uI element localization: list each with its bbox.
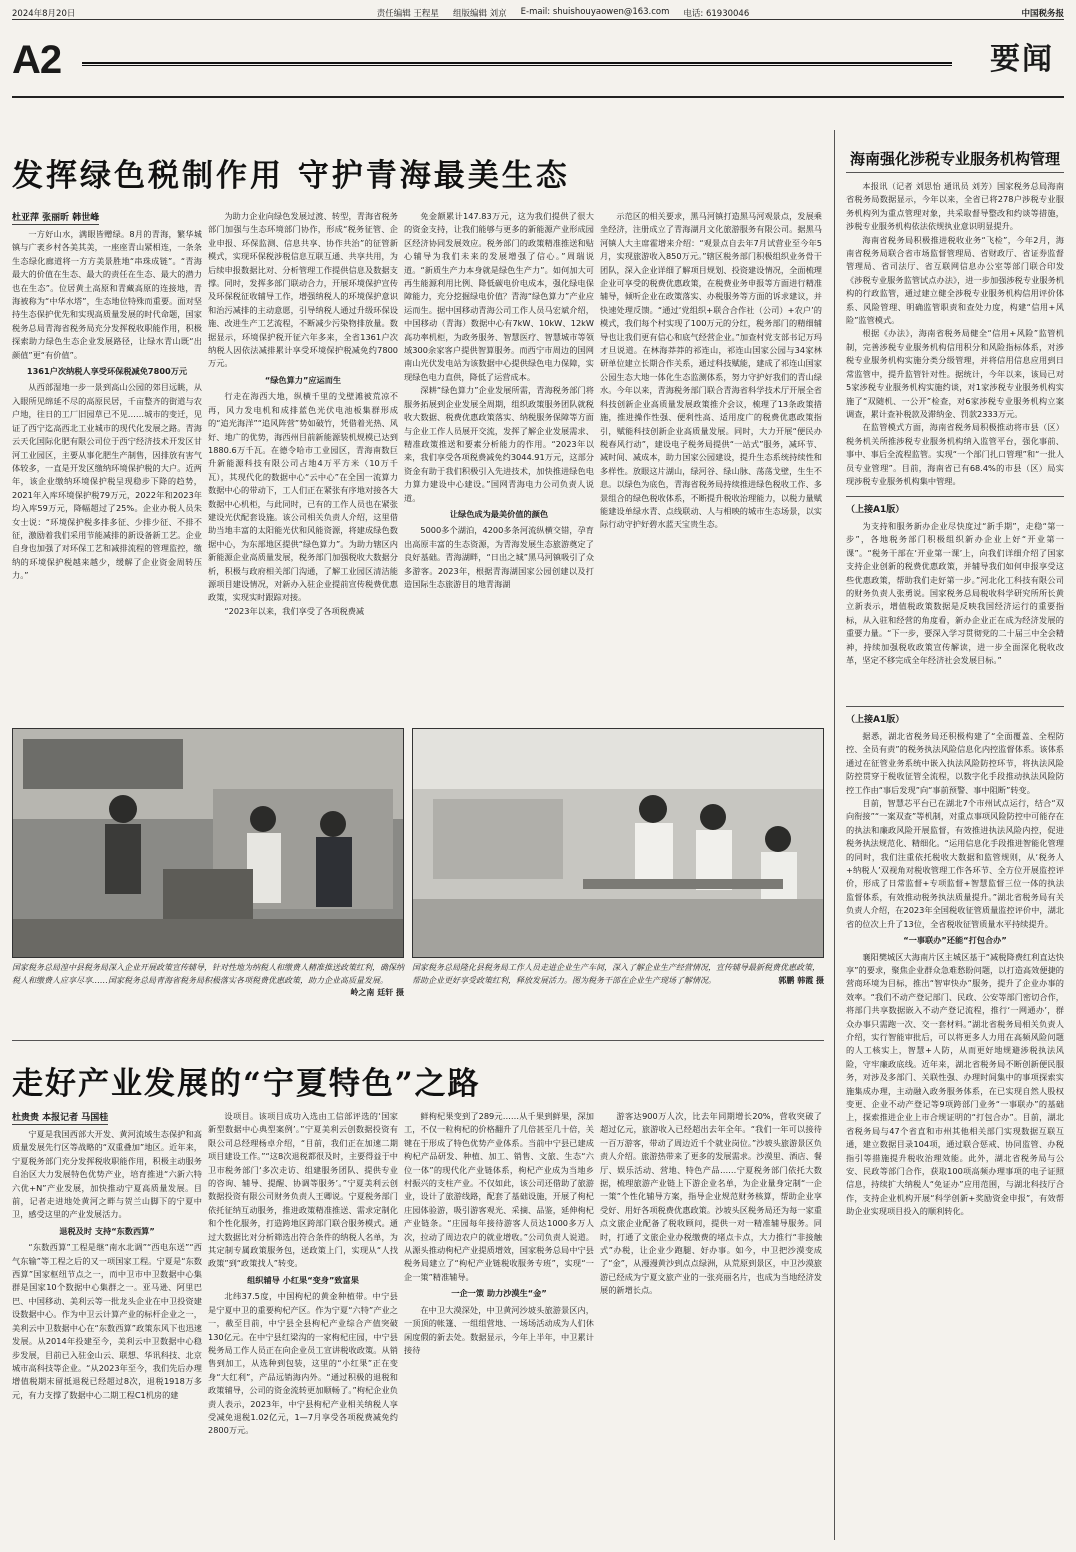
sidebar-paragraph: 襄阳樊城区大海南片区主城区基于“减税降费红利直达快享”的要求，聚焦企业群众急难愁盼问题，以打造高效便捷的营商环境为目标，推出“智审快办”服务，提升了企业办事的效率。“我们不动产登记部门、民政、公安等部门密切合作，将部门共享数据嵌入不动产登记流程，推行‘一网通办’，群众办事只需跑一次、交一套材料。”湖北省税务局相关负责人介绍，实行智能审批后，可以将更多人力用在高频风险问题的人工核实上，智慧+人防，从而更好地规避涉税执法风险，守牢廉政底线。近年来，湖北省税务局不断创新便民服务，对涉及多部门、关联性强、办理时间集中的事项探索实施集成办理，主动融入政务服务体系，在已实现自然人股权变更、企业不动产登记等9项跨部门业务“一事联办”的基础上，探索推进企业上市合规证明的“打包合办”。目前，湖北省税务局与47个省直和市州其他相关部门实现数据互联互通，建立数据目录104项，通过联合惩戒、协同监管、办税指引等措施提升税收治理效能。此外，湖北省税务局与公安、民政等部门合作，获取100项高频办理事项的电子证照信息，持续扩大纳税人“免证办”应用范围，与湖北科技厅合作，支持企业机构开展“科学创新+奖励资金申报”，有效帮助企业实现项目投入的顺利转化。 [846, 951, 1064, 1217]
sidebar-paragraph: 为支持和服务新办企业尽快度过“新手期”，走稳“第一步”，各地税务部门积极组织新办企业上好“开业第一课”。“税务干部在‘开业第一课’上，向我们详细介绍了国家支持企业创新的税费优惠政策，并辅导我们如何申报享受这些优惠政策，帮助我们走好第一步。”河北化工科技有限公司的财务负责人张勇说。国家税务总局税收科学研究所所长黄立新表示，增值税政策数据是反映我国经济运行的重要指标，从入驻和经营的角度看，新办企业正在成为经济发展的重要力量。“下一步，要深入学习贯彻党的二十届三中全会精神，持续加强税收政策宣传解读，进一步全面深化税收改革，坚定不移完成全年经济社会发展目标。” [846, 521, 1064, 666]
article1-paragraph: 行走在海西大地，纵横千里的戈壁滩被荒凉不再，风力发电机和成排蓝色光伏电池板集群形成的“追光海洋”“追风阵营”势如破竹，凭借着光热、风好、地广的优势，海西州目前新能源装机规模已达到1880.6万千瓦。在德令哈市工业园区，青海南数巨升新能源科技有限公司占地4万平方米（10万千瓦），其现代化的数据中心“云中心”在全国一流算力数据中心的带动下，工人们正在紧张有序地对接各大数据中心机柜，与此同时，已有的工作人员也在紧张建设光伏配套设施。该公司相关负责人介绍，这里借助当地丰富的太阳能光伏和风能资源，将建成绿色数据中心，为东部地区提供“绿色算力”。为助力辖区内新能源企业高质量发展，税务部门加强税收大数据分析，积极与政府相关部门沟通，了解工业园区清洁能源项目建设情况，对新办入驻企业提前宣传税费优惠政策，实现实时跟踪对接。 [208, 391, 398, 603]
sidebar-paragraph: 海南省税务局积极推进税收业务“飞检”，今年2月，海南省税务局联合省市场监督管理局、省财政厅、省证券监督管理局、省司法厅、省互联网信息办公室等部门联合印发《涉税专业服务监管试点办法》，进一步加强涉税专业服务机构的行政监管，通过建立健全涉税专业服务机构信用评价体系、风险管理、明确监管职责和查处力度，构建“信用+风险”监管模式。 [846, 234, 1064, 326]
article2-paragraph: 宁夏是我国西部大开发、黄河流域生态保护和高质量发展先行区等战略的“双重叠加”地区。近年来，宁夏税务部门充分发挥税收职能作用，积极主动服务自治区大力发展特色优势产业，培育推进“六新六特六优+N”产业发展，加快推动宁夏高质量发展。目前，记者走进地处黄河之畔与贺兰山脚下的宁夏中卫，感受这里的产业发展活力。 [12, 1129, 202, 1220]
article2-headline[interactable]: 走好产业发展的“宁夏特色”之路 [12, 1066, 481, 1102]
masthead-divider [12, 96, 1064, 98]
article2-subheading: 组织辅导 小红果“变身”致富果 [247, 1274, 359, 1285]
sidebar-divider [834, 130, 835, 1540]
photo1-caption [12, 962, 404, 1010]
paper-name: 中国税务报 [1021, 8, 1064, 19]
email-link[interactable]: E-mail: shuishouyaowen@163.com [520, 6, 670, 17]
article1-paragraph: 一方好山水，满眼皆赠绿。8月的青海，繁华城镇与广袤乡村各美其美，一座座青山紧相连，一条条生态绿化廊道将一方方美景胜地“串珠成链”。“青海最大的价值在生态、最大的责任在生态、最大的潜力也在生态”。位居黄土高原和青藏高原的连接地，青海被称为“中华水塔”，生态地位特殊而重要。面对坚持生态保护优先和实现高质量发展的时代命题，国家税务总局青海省税务局充分发挥税收职能作用，积极探索助力绿色生态企业发展路径，让绿水青山既“出颜值”更“有价值”。 [12, 229, 202, 360]
photo-image [13, 729, 403, 957]
sidebar-title-rule [846, 172, 1064, 173]
article1-headline[interactable]: 发挥绿色税制作用 守护青海最美生态 [12, 158, 570, 194]
article1-column-4 [600, 210, 822, 718]
photo-tax-officers-village[interactable] [12, 728, 404, 958]
sidebar-article-1 [846, 180, 1064, 490]
article2-paragraph: 游客达900万人次，比去年同期增长20%，营收突破了超过亿元，旅游收入已经超出去年全年。“我们一年可以接待一百万游客，带动了周边近千个就业岗位。”沙坡头旅游景区负责人介绍。旅游热带来了更多的发展需求。沙漠里、酒店、餐厅、娱乐活动、营地、特色产品……宁夏税务部门依托大数据，梳理旅游产业链上下游企业名单，为企业量身定制“一企一策”个性化辅导方案，指导企业规范财务核算，帮助企业享受好、用好各项税费优惠政策。沙坡头区税务局还为每一家重点文旅企业配备了税收顾问，提供一对一精准辅导服务。同时，打通了文旅企业办税缴费的堵点卡点，大力推行“非接触式”办税，让企业少跑腿、好办事。如今，中卫把沙漠变成了“金”，从漫漫黄沙到点点绿洲，从荒原到景区，中卫沙漠旅游已经成为宁夏文旅产业的一张亮丽名片，也成为当地经济发展的新增长点。 [600, 1111, 822, 1296]
photo1-caption-text: 国家税务总局湟中县税务局深入企业开展政策宣传辅导，针对性地为纳税人和缴费人精准推送政策红利，确保纳税人和缴费人应享尽享……国家税务总局青海省税务局积极落实各项税费优惠政策，助力企业高质量发展。 [12, 963, 404, 985]
article1-column-3 [404, 210, 594, 718]
article2-paragraph: 设项目。该项目成功入选由工信部评选的‘国家新型数据中心典型案例’。”宁夏美利云创数据投资有限公司总经理杨卓介绍，“目前，我们正在加速二期项目建设工作。”“这8次退税都很及时，主要得益于中卫市税务部门‘多次走访、组建服务团队、提供专业的咨询、辅导、提醒、协调等服务’。”宁夏美利云创数据投资有限公司财务负责人王卿说。宁夏税务部门依托征纳互动服务，推进政策精准推送、需求定制化和个性化服务，打造跨地区跨部门联合服务模式。通过大数据比对分析筛选出符合条件的纳税人名单，为其定制专属政策服务包，送政策上门，实现从“人找政策”到“政策找人”转变。 [208, 1111, 398, 1269]
article2-paragraph: 在中卫大漠深处，中卫黄河沙坡头旅游景区内，一顶顶的帐篷、一组组营地、一场场活动成为人们休闲度假的新去处。数据显示，今年上半年，中卫累计接待 [404, 1304, 594, 1355]
photo2-credit: 郭鹏 韩霞 摄 [778, 975, 824, 985]
sidebar-subheading: “一事联办”还能“打包合办” [903, 935, 1007, 946]
editor-info [142, 7, 984, 19]
phone-number: 电话: 61930046 [683, 8, 750, 19]
article1-paragraph: 示范区的相关要求，黑马河镇打造黑马河观景点，发展乘坐经济，注册成立了青海湖月文化旅游服务有限公司。据黑马河镇人大主席霍增来介绍：“观景点自去年7月试营业至今年5月，实现旅游收入850万元。”辖区税务部门积极组织业务骨干团队，深入企业详细了解项目规划、投资建设情况，全面梳理企业可享受的税费优惠政策，在税费业务申报等方面进行精准辅导，倾听企业在政策落实、办税服务等方面的诉求建议，并快速处理反馈。“通过‘党组织+联合合作社（公司）+农户’的模式，我们每个村实现了100万元的分红，税务部门的精细辅导也让我们更有信心和底气经营企业。”加查村党支部书记万玛才旦说道。在林海莽莽的祁连山，祁连山国家公园与34家林研单位建立长期合作关系，通过科技赋能，建成了祁连山国家公园生态大地一体化生态监测体系，努力守护好我们的青山绿水。今年以来，青海税务部门联合青海省科学技术厅开展全省科技创新企业高质量发展政策推介会议，梳理了13条政策措施，推进操作性强、便利性高、适用度广的税费优惠政策指引，赋能科技创新企业高质量发展。同时，大力开展“便民办税春风行动”，建设电子税务局提供“一站式”服务，减环节、减时间、减成本，助力国家公园建设，提升生态系统持续性和多样性。放眼这片湖山，绿河谷、绿山脉、荡荡戈壁，生生不息。以绿色为底色，青海省税务局持续推进绿色税收工作、多景组合的绿色税收体系，不断提升税收治理能力，以税力量赋能建设单绿水青、点线联动、人与相映的城市生态场景，以实际行动守护好碧水蓝天宝贵生态。 [600, 211, 822, 530]
photo2-caption [412, 962, 824, 1010]
photo-image [413, 729, 823, 957]
sidebar-paragraph: 本报讯（记者 刘思怡 通讯员 刘芳）国家税务总局海南省税务局数据显示，今年以来，全省已将278户涉税专业服务机构列为重点管理对象，共采取督导整改和约谈等措施，涉税专业服务机构依法依规执业意识明显提升。 [846, 181, 1064, 232]
sidebar-article-2 [846, 520, 1064, 700]
article1-column-2 [208, 210, 398, 718]
article2-byline: 杜贵贵 本报记者 马国桂 [12, 1110, 108, 1125]
article2-paragraph: 鲜枸杞果变到了289元……从千果到鲜果，深加工，不仅一粒枸杞的价格翻升了几倍甚至几十倍，关键在于形成了特色优势产业体系。当前中宁县已建成枸杞产品研发、种植、加工、销售、文旅、生态“六位一体”的现代化产业链体系，枸杞产业成为当地乡村振兴的支柱产业。不仅如此，该公司还借助了旅游业，设计了旅游线路，配套了基础设施，开展了枸杞庄园体验游，吸引游客观光、采摘、品鉴，延伸枸杞产业链条。“庄园每年接待游客人员达1000多万人次，拉动了周边农户的就业增收。”公司负责人说道。从源头推动枸杞产业提质增效，国家税务总局中宁县税务局建立了“枸杞产业链税收服务专班”，实现“一企一策”精准辅导。 [404, 1111, 594, 1282]
masthead [12, 28, 1064, 98]
article2-subheading: 一企一策 助力沙漠生“金” [451, 1288, 547, 1299]
continued-label: （上接A1版） [846, 715, 905, 725]
article1-paragraph: 从西部湿地一步一景到高山公园的郊目远眺，从入眼所见绵延不尽的高原民居，千亩整齐的街道与农户地，往日的工厂旧园草已不见……城市的变迁，见证了西宁迄高西北工业城市的现代化发展之路。青海云天化国际化肥有限公司位于西宁经济技术开发区甘河工业园区，主要从事化肥生产制售，因排放有害气体较多，一直是开发区缴纳环境保护税的大户。近两年，该企业缴纳环境保护税呈现稳步下降的趋势，2021年入库环境保护税79万元，2022年和2023年均入库59万元，降幅超过了25%。企业办税人员朱女士说：“环境保护税多排多征、少排少征、不排不征，激励着我们采用节能减排的新设备新工艺。企业自身也加强了对环保工艺和减排流程的管理监控，缴纳的环境保护税越来越少，缓解了企业资金周转压力。” [12, 382, 202, 581]
article1-paragraph: 5000多个湖泊，4200多条河流纵横交错，孕育出高原丰富的生态资源，为青海发展生态旅游奠定了良好基础。青海湖畔，“日出之城”黑马河镇吸引了众多游客。2023年，根据青海湖国家公园创建以及打造国际生态旅游目的地青海湖 [404, 525, 594, 589]
sidebar-paragraph: 据悉，湖北省税务局还积极构建了“全面覆盖、全程防控、全员有责”的税务执法风险信息化内控监督体系。该体系通过在征管业务系统中嵌入执法风险防控环节，将执法风险防控贯穿于税收征管全流程，以数字化手段推动执法风险防控工作由“事后发现”向“事前预警、事中阻断”转变。 [846, 731, 1064, 795]
article1-byline: 杜亚萍 张丽昕 韩世峰 [12, 210, 99, 225]
article2-paragraph: “东数西算”工程是继“南水北调”“西电东送”“西气东输”等工程之后的又一项国家工程。宁夏是“东数西算”国家枢纽节点之一，而中卫市中卫数据中心集群是国家10个数据中心集群之一。亚马逊、阿里巴巴、中国移动、美利云等一批龙头企业在中卫投资建设数据中心。作为中卫云计算产业的标杆企业之一，美利云中卫数据中心在“东数西算”政策东风下也迅速发展。从2014年投建至今，美利云中卫数据中心稳步发展，目前已入驻金山云、联想、华讯科技、北京城市高科技等企业。“从2023年至今，我们先后办理增值税期末留抵退税已经超过8次，退税1918万多元，有力支撑了数据中心二期工程C1机房的建 [12, 1242, 202, 1400]
sidebar-section-rule [846, 496, 1064, 497]
article-divider [12, 1040, 824, 1041]
article2-column-3 [404, 1110, 594, 1540]
editor-name: 责任编辑 王程星 [376, 8, 439, 19]
issue-date: 2024年8月20日 [12, 8, 76, 19]
page-header-strip [12, 6, 1064, 20]
layout-editor: 组版编辑 刘京 [452, 8, 507, 19]
photo2-caption-text: 国家税务总局隆化县税务局工作人员走进企业生产车间，深入了解企业生产经营情况，宣传辅导最新税费优惠政策，帮助企业更好享受政策红利，释放发展活力。图为税务干部在企业生产现场了解情况。 [412, 963, 820, 985]
sidebar-section-rule [846, 706, 1064, 707]
article1-paragraph: “2023年以来，我们享受了各项税费减 [224, 605, 365, 616]
sidebar-paragraph: 目前，智慧芯平台已在湖北7个市州试点运行，结合“双向衔接”“一案双查”等机制，对重点事项风险防控中可能存在的执法和廉政风险开展监督，有效推进执法风险内控，促进税务执法规范化、精细化。“运用信息化手段推进智能化管理的同时，我们注重依托税收大数据和监管规则，从‘税务人+纳税人’双视角对税收管理工作各环节、全方位开展监控评价，形成了日常监督+专项监督+智慧监督三位一体的执法监督体系，有效推动税务执法质量提升。”湖北省税务局有关负责人介绍，在2023年全国税收征管质量监控评价中，湖北省的位次上升了13位，全省税收征管质量水平持续提升。 [846, 798, 1064, 929]
photo1-credit: 岭之南 廷轩 摄 [350, 988, 404, 997]
article1-subheading: 让绿色成为最美价值的颜色 [449, 508, 549, 519]
article1-paragraph: 深耕“绿色算力”企业发展所需，青海税务部门将服务拓展到企业发展全周期，组织政策服务团队就税收大数据、税费优惠政策落实、纳税服务保障等方面与企业工作人员展开交流，发挥了解企业发展需求、精准政策推送和要素分析能力的作用。“2023年以来，我们享受各项税费减免约3044.91万元，这部分资金有助于我们积极引入先进技术，加快推进绿色电力算力建设中心建设。”国网青海电力公司负责人说道。 [404, 385, 594, 503]
article2-column-1 [12, 1128, 202, 1540]
sidebar-headline[interactable]: 海南强化涉税专业服务机构管理 [850, 150, 1061, 168]
masthead-rule [82, 62, 952, 66]
article1-paragraph: 免金额累计147.83万元，这为我们提供了很大的资金支持，让我们能够与更多的新能源产业形成园区经济协同发展效应。税务部门的政策精准推送和贴心辅导为我们未来的发展增强了信心。”周瑞说道。“新质生产力本身就是绿色生产力”。如何加大可再生能源利用比例、降低碳电价电成本，强化绿电保障能力，充分挖掘绿电价值？青海“绿色算力”产业应运而生。据中国移动青海公司工作人员马宏斌介绍，中国移动（青海）数据中心有7kW、10kW、12kW高功率机柜，为政务服务、智慧医疗、智慧城市等领域300余家客户提供智算服务。而西宁市周边的国网南山光伏发电站为该数据中心提供绿色电力保障，实现绿色电力直供，降低了运营成本。 [404, 211, 594, 382]
article2-paragraph: 北纬37.5度，中国枸杞的黄金种植带。中宁县是宁夏中卫的重要枸杞产区。作为宁夏“六特”产业之一，截至目前，中宁县全县枸杞产业综合产值突破130亿元。在中宁县红梁沟的一家枸杞庄园，中宁县税务局工作人员正在向企业员工宣讲税收政策。从销售到加工，从选种到包装，这里的“小红果”正在变身“大红利”，产品远销海内外。“通过积极的退税和政策辅导，公司的资金流转更加顺畅了。”枸杞企业负责人表示，2023年，中宁县枸杞产业相关纳税人享受减免退税1.02亿元，1—7月享受各项税费减免约2800万元。 [208, 1291, 398, 1436]
section-title: 要闻 [990, 42, 1054, 77]
article1-column-1 [12, 228, 202, 718]
article2-column-2 [208, 1110, 398, 1540]
photo-tax-officers-workshop[interactable] [412, 728, 824, 958]
sidebar-paragraph: 在监管模式方面，海南省税务局积极推动将市县（区）税务机关所推涉税专业服务机构纳入监管平台，强化事前、事中、事后全流程监管。实现“一个部门扎口管理”和“一批人员专业管理”。目前，海南省已有68.4%的市县（区）局实现涉税专业服务机构集中管理。 [846, 422, 1064, 486]
continued-label: （上接A1版） [846, 505, 905, 515]
sidebar-paragraph: 根据《办法》，海南省税务局健全“信用+风险”监管机制，完善涉税专业服务机构信用积分和风险指标体系，对涉税专业服务机构实施分类分级管理，并将信用信息应用到日常监管中，提升监管针对性。据统计，今年以来，该局已对5家涉税专业服务机构实施约谈，对1家涉税专业服务机构实施了“双随机、一公开”检查，对6家涉税专业服务机构立案调查，累计查补税款及滞纳金、罚款2333万元。 [846, 328, 1064, 419]
article1-subheading: “绿色算力”应运而生 [264, 374, 342, 385]
sidebar-article-3 [846, 730, 1064, 1540]
article2-subheading: 退税及时 支持“东数西算” [59, 1225, 155, 1236]
article1-subheading: 1361户次纳税人享受环保税减免7800万元 [26, 366, 188, 377]
page-number: A2 [12, 38, 62, 82]
article1-paragraph: 为助力企业向绿色发展过渡、转型，青海省税务部门加强与生态环境部门协作，形成“税务征管、企业申报、环保监测、信息共享、协作共治”的征管新模式，实现环保税涉税信息互联互通、共享共用，为后续申报数据比对、分析管理工作提供信息及数据支撑。同时，发挥多部门联动合力，开展环境保护宣传及环保税征收辅导工作，增强纳税人的环境保护意识和治污减排的主动意愿，引导纳税人通过升级环保设施、改进生产工艺流程，不断减少污染物排放量。数据显示，环境保护税开征六年多来，全省1361户次纳税人因依法减排累计享受环境保护税减免约7800万元。 [208, 211, 398, 369]
article2-column-4 [600, 1110, 822, 1540]
